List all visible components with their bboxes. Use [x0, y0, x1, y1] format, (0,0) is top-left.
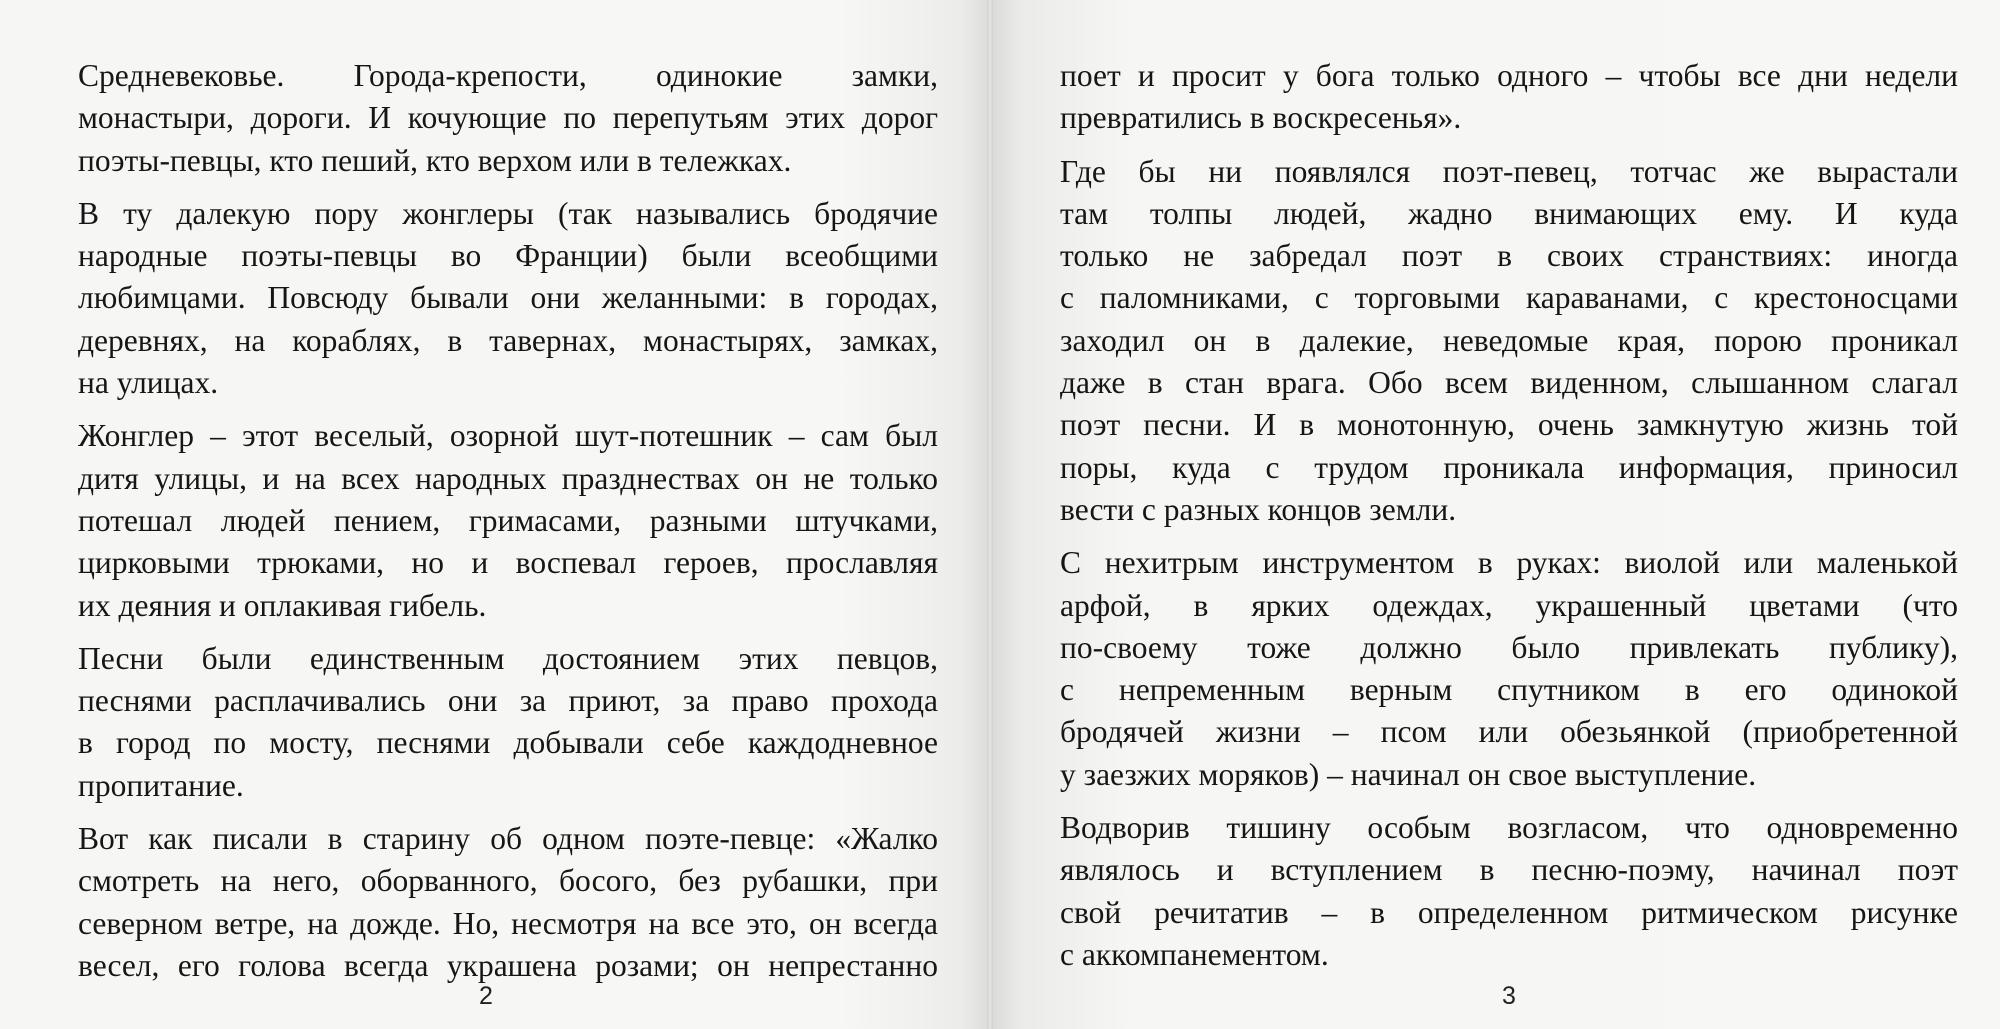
text-line: любимцами. Повсюду бывали они желанными: в городах, [78, 280, 938, 316]
text-line: северном ветре, на дожде. Но, несмотря на все это, он всегда [78, 905, 938, 941]
text-line: смотреть на него, оборванного, босого, без рубашки, при [78, 863, 938, 899]
text-line: с паломниками, с торговыми караванами, с крестоносцами [1060, 280, 1958, 316]
paragraph [78, 638, 938, 807]
text-line: весел, его голова всегда украшена розами; он непрестанно [78, 947, 938, 983]
text-line: поет и просит у бога только одного – чтобы все дни недели [1060, 58, 1958, 93]
paragraph [1060, 151, 1958, 532]
text-line: песнями расплачивались они за приют, за право прохода [78, 683, 938, 719]
text-line: даже в стан врага. Обо всем виденном, слышанном слагал [1060, 365, 1958, 401]
text-line: Жонглер – этот веселый, озорной шут-потешник – сам был [78, 418, 938, 454]
text-line: вести с разных концов земли. [1060, 491, 1457, 527]
text-line: поэт песни. И в монотонную, очень замкнутую жизнь той [1060, 407, 1958, 443]
text-line: поэты-певцы, кто пеший, кто верхом или в тележках. [78, 142, 792, 178]
text-line: С нехитрым инструментом в руках: виолой или маленькой [1060, 545, 1958, 581]
paragraph [78, 818, 938, 987]
text-line: свой речитатив – в определенном ритмическом рисунке [1060, 894, 1958, 930]
paragraph [1060, 542, 1958, 796]
text-line: пропитание. [78, 767, 244, 803]
left-page [0, 0, 990, 1029]
text-line: Где бы ни появлялся поэт-певец, тотчас же вырастали [1060, 153, 1958, 189]
text-line: арфой, в ярких одеждах, украшенный цветами (что [1060, 587, 1958, 623]
paragraph [78, 55, 938, 182]
text-line: там толпы людей, жадно внимающих ему. И куда [1060, 195, 1958, 231]
text-line: превратились в воскресенья». [1060, 100, 1462, 136]
left-page-text [78, 55, 938, 987]
text-line: по-своему тоже должно было привлекать публику), [1060, 629, 1958, 665]
text-line: деревнях, на кораблях, в тавернах, монастырях, замках, [78, 322, 938, 358]
text-line: Водворив тишину особым возгласом, что одновременно [1060, 810, 1958, 846]
text-line: у заезжих моряков) – начинал он свое выступление. [1060, 756, 1757, 792]
paragraph [1060, 807, 1958, 976]
text-line: монастыри, дороги. И кочующие по перепутьям этих дорог [78, 100, 938, 136]
right-page-text [1060, 55, 1958, 976]
text-line: их деяния и оплакивая гибель. [78, 587, 487, 623]
paragraph [78, 193, 938, 404]
paragraph [1060, 55, 1958, 140]
right-page [990, 0, 2000, 1029]
text-line: дитя улицы, и на всех народных празднествах он не только [78, 460, 938, 496]
text-line: заходил он в далекие, неведомые края, порою проникал [1060, 322, 1958, 358]
text-line: только не забредал поэт в своих странствиях: иногда [1060, 238, 1958, 274]
text-line: Вот как писали в старину об одном поэте-певце: «Жалко [78, 821, 938, 857]
text-line: бродячей жизни – псом или обезьянкой (приобретенной [1060, 714, 1958, 750]
text-line: на улицах. [78, 365, 219, 401]
text-line: поры, куда с трудом проникала информация, приносил [1060, 449, 1958, 485]
text-line: В ту далекую пору жонглеры (так назывались бродячие [78, 195, 938, 231]
text-line: потешал людей пением, гримасами, разными штучками, [78, 502, 938, 538]
text-line: народные поэты-певцы во Франции) были всеобщими [78, 238, 938, 274]
paragraph [78, 415, 938, 626]
text-line: с аккомпанементом. [1060, 936, 1329, 972]
page-number: 3 [1502, 982, 1516, 1010]
text-line: Песни были единственным достоянием этих певцов, [78, 640, 938, 676]
text-line: Средневековье. Города-крепости, одинокие замки, [78, 58, 938, 93]
book-gutter [987, 0, 993, 1029]
text-line: с непременным верным спутником в его одинокой [1060, 672, 1958, 708]
text-line: цирковыми трюками, но и воспевал героев, прославляя [78, 545, 938, 581]
text-line: являлось и вступлением в песню-поэму, начинал поэт [1060, 852, 1958, 888]
text-line: в город по мосту, песнями добывали себе каждодневное [78, 725, 938, 761]
page-number: 2 [479, 982, 493, 1010]
